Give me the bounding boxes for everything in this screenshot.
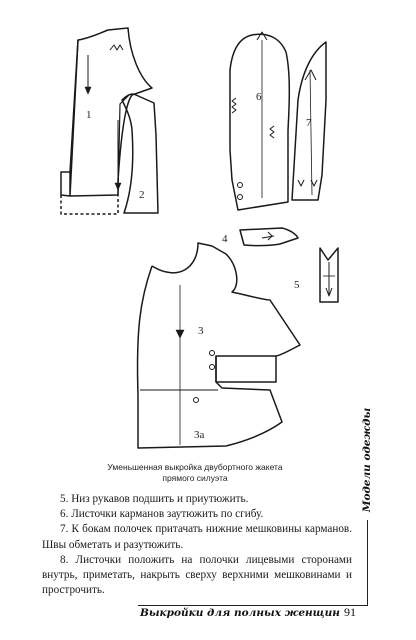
footer-book-title: Выкройки для полных женщин — [140, 607, 340, 619]
figure-caption-line1: Уменьшенная выкройка двубортного жакета — [107, 462, 283, 472]
pattern-piece-side — [115, 94, 158, 213]
pattern-piece-pocket-bag — [320, 248, 338, 302]
piece-label-5: 5 — [294, 279, 300, 291]
piece-label-2: 2 — [139, 189, 145, 201]
piece-label-6: 6 — [256, 91, 262, 103]
section-side-label — [356, 400, 378, 520]
pattern-piece-front — [138, 243, 300, 448]
section-side-label-text: Модели одежды — [361, 407, 373, 513]
instruction-item: 6. Листочки карманов заутюжить по сгибу. — [60, 508, 264, 521]
piece-label-1: 1 — [86, 109, 92, 121]
instruction-item: 5. Низ рукавов подшить и приутюжить. — [60, 493, 249, 505]
footer-vertical-rule — [367, 520, 368, 606]
pattern-piece-back — [61, 28, 152, 214]
piece-label-7: 7 — [306, 117, 312, 129]
piece-label-4: 4 — [222, 233, 228, 245]
footer-horizontal-rule — [138, 605, 368, 606]
piece-label-3a: 3а — [194, 429, 205, 441]
pattern-piece-pocket-welt — [240, 228, 298, 246]
instruction-item: 7. К бокам полочек притачать нижние мешковины карманов. Швы обметать и разутюжить. — [42, 523, 352, 551]
pattern-piece-upper-sleeve — [230, 32, 289, 210]
figure-caption-line2: прямого силуэта — [162, 473, 228, 483]
piece-label-3: 3 — [198, 325, 204, 337]
instruction-item: 8. Листочки положить на полочки лицевыми сторонами внутрь, приметать, накрыть сверху верхними мешковинами и прострочить. — [42, 553, 352, 597]
page-number: 91 — [344, 605, 356, 619]
instructions-text — [42, 492, 352, 598]
